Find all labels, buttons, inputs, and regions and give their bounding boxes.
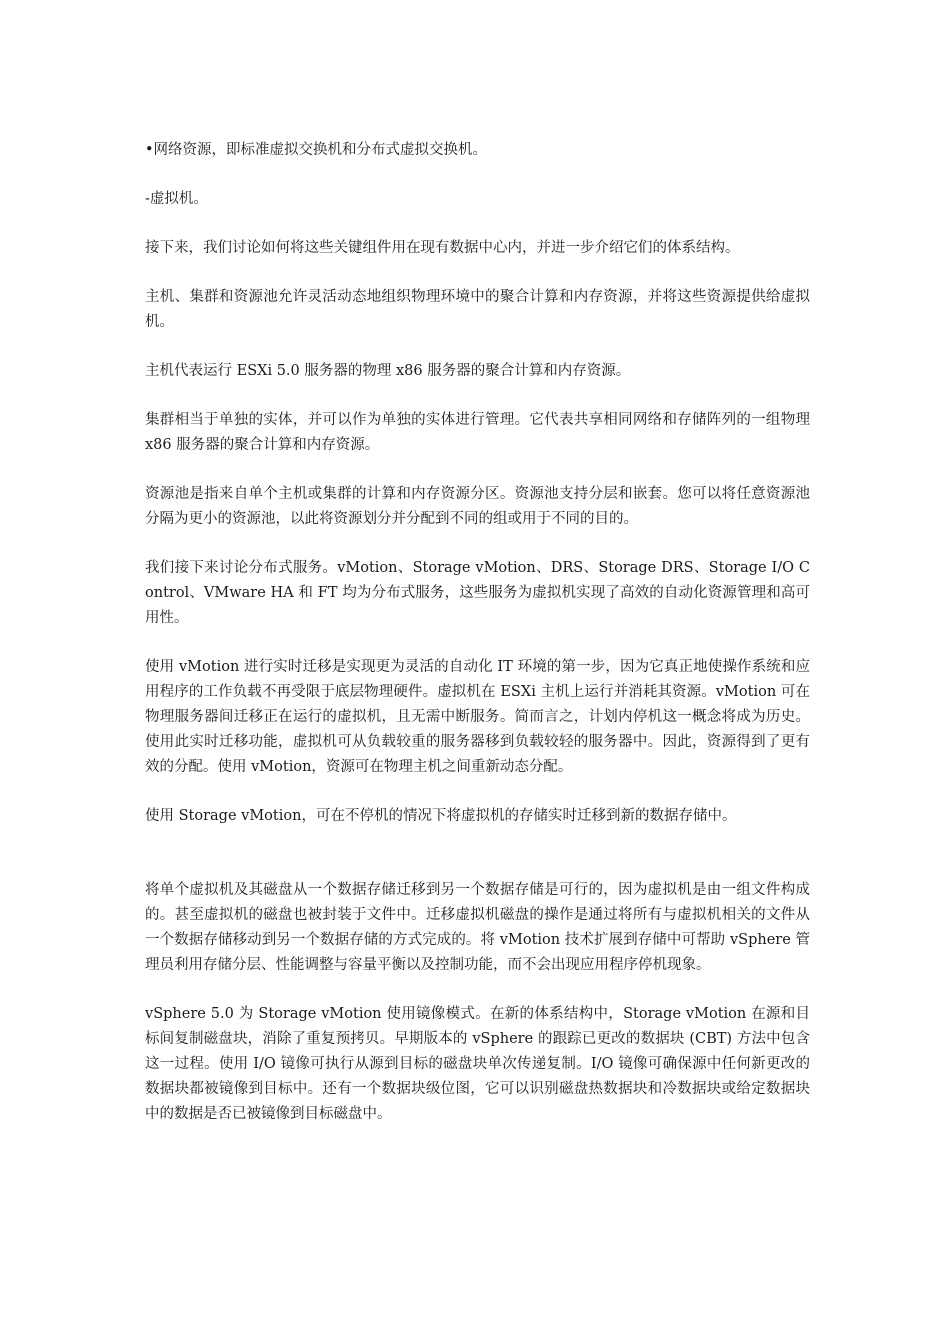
paragraph-vmotion: 使用 vMotion 进行实时迁移是实现更为灵活的自动化 IT 环境的第一步，因为它真正地使操作系统和应用程序的工作负载不再受限于底层物理硬件。虚拟机在 ESXi 主机上运行并消耗其资源。vMotion 可在物理服务器间迁移正在运行的虚拟机，且无需中断服务。简而言之，计划内停机这一概念将成为历史。使用此实时迁移功能，虚拟机可从负载较重的服务器移到负载较轻的服务器中。因此，资源得到了更有效的分配。使用 vMotion，资源可在物理主机之间重新动态分配。 [145, 659, 810, 775]
paragraph-resource-pool-definition: 资源池是指来自单个主机或集群的计算和内存资源分区。资源池支持分层和嵌套。您可以将任意资源池分隔为更小的资源池，以此将资源划分并分配到不同的组或用于不同的目的。 [145, 486, 810, 527]
paragraph-storage-migration: 将单个虚拟机及其磁盘从一个数据存储迁移到另一个数据存储是可行的，因为虚拟机是由一组文件构成的。甚至虚拟机的磁盘也被封装于文件中。迁移虚拟机磁盘的操作是通过将所有与虚拟机相关的文件从一个数据存储移动到另一个数据存储的方式完成的。将 vMotion 技术扩展到存储中可帮助 vSphere 管理员利用存储分层、性能调整与容量平衡以及控制功能，而不会出现应用程序停机现象。 [145, 882, 810, 973]
paragraph-cluster-definition: 集群相当于单独的实体，并可以作为单独的实体进行管理。它代表共享相同网络和存储阵列的一组物理 x86 服务器的聚合计算和内存资源。 [145, 412, 810, 453]
paragraph-host-definition: 主机代表运行 ESXi 5.0 服务器的物理 x86 服务器的聚合计算和内存资源。 [145, 363, 631, 379]
paragraph-distributed-services: 我们接下来讨论分布式服务。vMotion、Storage vMotion、DRS、Storage DRS、Storage I/O Control、VMware HA 和 FT 均为分布式服务，这些服务为虚拟机实现了高效的自动化资源管理和高可用性。 [145, 560, 810, 626]
paragraph-intro-architecture: 接下来，我们讨论如何将这些关键组件用在现有数据中心内，并进一步介绍它们的体系结构。 [145, 240, 740, 256]
document-body [145, 138, 810, 1151]
paragraph-network-resources: •网络资源，即标准虚拟交换机和分布式虚拟交换机。 [145, 142, 488, 158]
paragraph-hosts-clusters-pools: 主机、集群和资源池允许灵活动态地组织物理环境中的聚合计算和内存资源，并将这些资源提供给虚拟机。 [145, 289, 810, 330]
paragraph-virtual-machines: -虚拟机。 [145, 191, 208, 207]
paragraph-mirror-mode: vSphere 5.0 为 Storage vMotion 使用镜像模式。在新的体系结构中，Storage vMotion 在源和目标间复制磁盘块，消除了重复预拷贝。早期版本的 vSphere 的跟踪已更改的数据块 (CBT) 方法中包含这一过程。使用 I/O 镜像可执行从源到目标的磁盘块单次传递复制。I/O 镜像可确保源中任何新更改的数据块都被镜像到目标中。还有一个数据块级位图，它可以识别磁盘热数据块和冷数据块或给定数据块中的数据是否已被镜像到目标磁盘中。 [145, 1006, 810, 1122]
paragraph-storage-vmotion-intro: 使用 Storage vMotion，可在不停机的情况下将虚拟机的存储实时迁移到新的数据存储中。 [145, 808, 737, 824]
